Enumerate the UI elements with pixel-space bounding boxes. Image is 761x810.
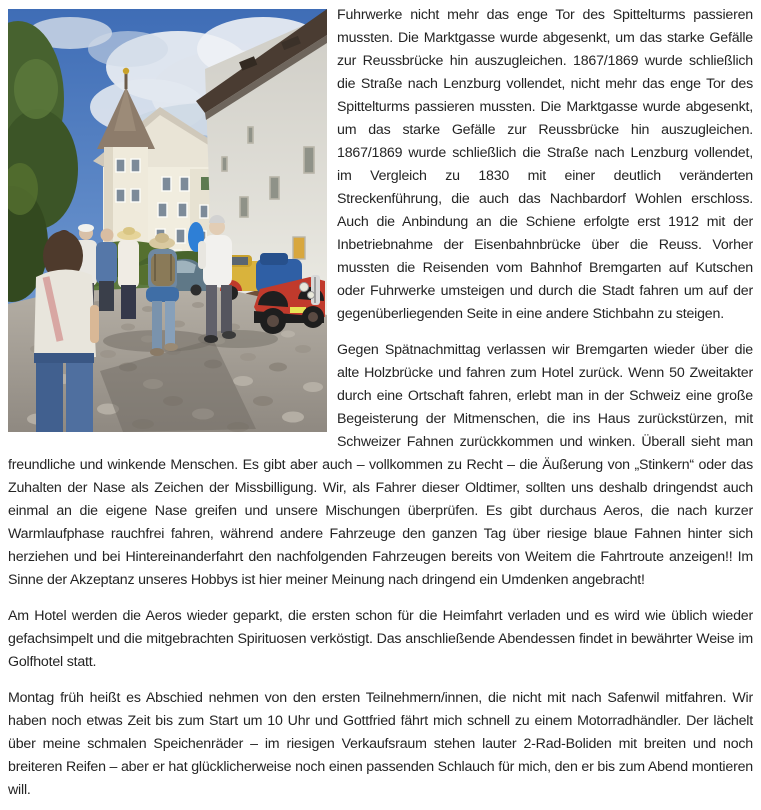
paragraph-3: Am Hotel werden die Aeros wieder geparkt, die ersten schon für die Heimfahrt verladen und es wird wie üblich wieder gefachsimpelt und die mitgebrachten Spirituosen verköstigt. Das anschließende Abendessen findet in bewährter Weise im Golfhotel statt.	[8, 608, 753, 670]
paragraph-2: Gegen Spätnachmittag verlassen wir Bremgarten wieder über die alte Holzbrücke und fahren zum Hotel zurück. Wenn 50 Zweitakter durch eine Ortschaft fahren, erlebt man in der Schweiz eine große Begeisterung der Mitmenschen, die ins Haus zurückstürzen, mit Schweizer Fahnen zurückkommen und winken. Überall sieht man freundliche und winkende Menschen. Es gibt aber auch – vollkommen zu Recht – die Äußerung von „Stinkern“ oder das Zuhalten der Nase als Zeichen der Missbilligung. Wir, als Fahrer dieser Oldtimer, sollten uns deshalb dringendst auch einmal an die eigene Nase greifen und unsere Mischungen überprüfen. Es gibt durchaus Aeros, die nach kurzer Warmlaufphase rauchfrei fahren, während andere Fahrzeuge den ganzen Tag über riesige blaue Fahnen hinter sich herziehen und bei Hintereinanderfahrt den nachfolgenden Fahrzeugen bereits von Weitem die Fahrtroute anzeigen!! Im Sinne der Akzeptanz unseres Hobbys ist hier meiner Meinung nach dringend ein Umdenken angebracht!	[8, 342, 753, 588]
photo-illustration	[8, 9, 327, 432]
paragraph-4: Montag früh heißt es Abschied nehmen von den ersten Teilnehmern/innen, die nicht mit nach Safenwil mitfahren. Wir haben noch etwas Zeit bis zum Start um 10 Uhr und Gottfried fährt mich schnell zu einem Motorradhändler. Der lächelt über meine schmalen Speichenräder – im riesigen Verkaufsraum stehen lauter 2-Rad-Boliden mit breiten und noch breiteren Reifen – aber er hat glücklicherweise noch einen passenden Schlauch für mich, den er bis zum Abend montieren will.	[8, 690, 753, 798]
courtyard-vintage-cars-photo	[8, 9, 327, 432]
paragraph-1: Fuhrwerke nicht mehr das enge Tor des Spittelturms passieren mussten. Die Marktgasse wurde abgesenkt, um das starke Gefälle zur Reussbrücke hin auszugleichen. 1867/1869 wurde schließlich die Straße nach Lenzburg vollendet, nicht mehr das enge Tor des Spittelturms passieren mussten. Die Marktgasse wurde abgesenkt, um das starke Gefälle zur Reussbrücke hin auszugleichen. 1867/1869 wurde schließlich die Straße nach Lenzburg vollendet, im Vergleich zu 1830 mit einer deutlich veränderten Streckenführung, die auch das Nachbardorf Wohlen erschloss. Auch die Anbindung an die Schiene erfolgte erst 1912 mit der Inbetriebnahme der Eisenbahnbrücke über die Reuss. Vorher mussten die Reisenden vom Bahnhof Bremgarten auf Kutschen oder Fuhrwerke umsteigen und durch die Stadt fahren um auf der gegenüberliegenden Seite in eine andere Stichbahn zu steigen.	[337, 7, 753, 322]
